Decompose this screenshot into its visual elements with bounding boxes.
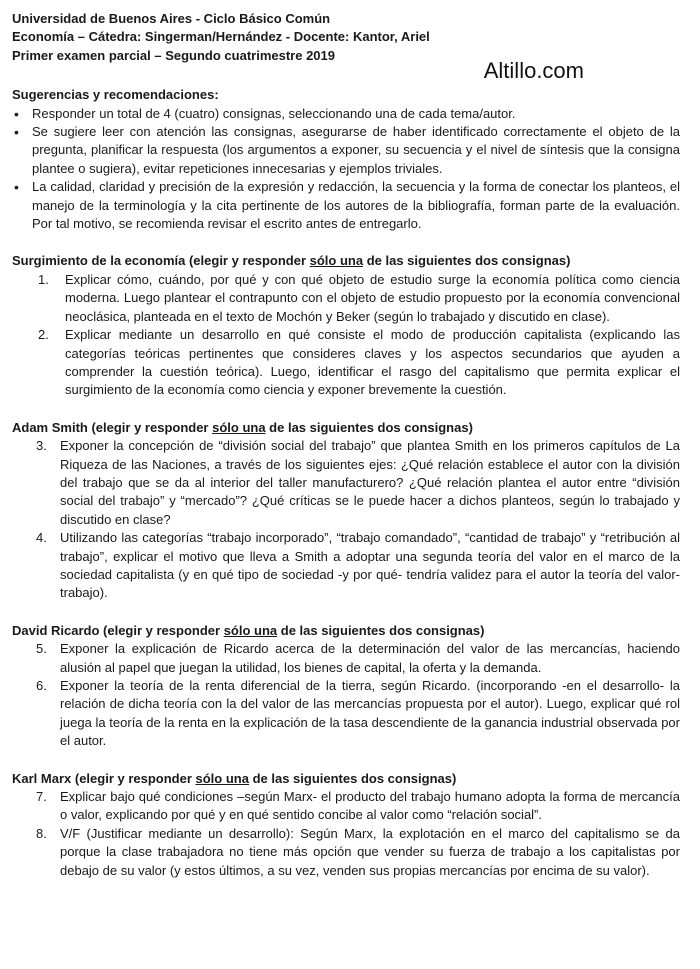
question-text: Explicar bajo qué condiciones –según Marx- el producto del trabajo humano adopta la forma de mercancía o valor, explicando por qué y en qué sentido concibe al valor como “relación social”. [60,789,680,823]
header-course: Economía – Cátedra: Singerman/Hernández - Docente: Kantor, Ariel [12,29,430,45]
question-number: 2. [38,327,49,343]
section-title: David Ricardo (elegir y responder sólo una de las siguientes dos consignas) [12,622,485,638]
question-number: 3. [36,438,47,454]
suggestions-block [12,86,680,233]
section-adam-smith [12,419,680,603]
question-text: Exponer la concepción de “división social del trabajo” que plantea Smith en los primeros capítulos de La Riqueza de las Naciones, a través de los siguientes ejes: ¿Qué relación establece el autor con la división del trabajo que se da al interior del taller manufacturero? ¿Qué relación plantea el autor entre “división social del trabajo” y “mercado”? ¿Qué críticas se le puede hacer a dichos planteos, según lo trabajado y discutido en clase? [60,438,680,527]
header-exam: Primer examen parcial – Segundo cuatrimestre 2019 [12,47,335,63]
question-item [12,677,680,751]
section-karl-marx [12,770,680,880]
suggestions-list [12,105,680,234]
exam-page [12,10,680,880]
question-list [12,788,680,880]
section-title: Karl Marx (elegir y responder sólo una de las siguientes dos consignas) [12,770,457,786]
question-item [12,271,680,326]
question-list [12,437,680,603]
suggestion-item: • Se sugiere leer con atención las consignas, asegurarse de haber identificado correctamente el objeto de la pregunta, planificar la respuesta (los argumentos a exponer, su secuencia y el nivel de síntesis que la consigna plantee o sugiera), evitar repeticiones innecesarias y ejemplos triviales. [12,123,680,178]
suggestion-item: • La calidad, claridad y precisión de la expresión y redacción, la secuencia y la forma de conectar los planteos, el manejo de la terminología y la cita pertinente de los autores de la bibliografía, forman parte de la evaluación. Por tal motivo, se recomienda revisar el escrito antes de entregarlo. [12,178,680,233]
question-item [12,825,680,880]
question-number: 6. [36,678,47,693]
question-text: Exponer la teoría de la renta diferencial de la tierra, según Ricardo. (incorporando -en el desarrollo- la relación de dicha teoría con la del valor de las mercancías propuesta por el autor). Luego, explicar qué rol juega la teoría de la renta en la explicación de la tasa descendiente de la ganancia industrial observada por el autor. [60,678,680,749]
section-title: Adam Smith (elegir y responder sólo una de las siguientes dos consignas) [12,419,473,435]
question-number: 4. [36,530,47,546]
question-item [12,529,680,603]
question-number: 5. [36,641,47,657]
exam-header [12,10,680,65]
question-number: 8. [36,825,47,841]
section-title: Surgimiento de la economía (elegir y responder sólo una de las siguientes dos consignas) [12,253,571,269]
header-university: Universidad de Buenos Aires - Ciclo Básico Común [12,11,331,26]
question-item [12,640,680,677]
question-text: V/F (Justificar mediante un desarrollo): Según Marx, la explotación en el marco del capitalismo se da porque la clase trabajadora no tiene más opción que vender su fuerza de trabajo a los capitalistas por debajo de su valor (y estos últimos, a su vez, venden sus propias mercancías por encima de su valor). [60,825,680,878]
question-list [12,640,680,750]
suggestions-title: Sugerencias y recomendaciones: [12,87,219,103]
question-list [12,271,680,400]
suggestion-item: • Responder un total de 4 (cuatro) consignas, seleccionando una de cada tema/autor. [12,105,680,123]
question-item [12,437,680,529]
question-item [12,788,680,825]
section-david-ricardo [12,622,680,751]
question-text: Explicar cómo, cuándo, por qué y con qué objeto de estudio surge la economía política como ciencia moderna. Luego plantear el contrapunto con el objeto de estudio propuesto por la economía convencional neoclásica, planteada en el texto de Mochón y Beker (según lo trabajado y discutido en clase). [65,271,680,324]
altillo-watermark: Altillo.com [483,58,584,83]
question-text: Explicar mediante un desarrollo en qué consiste el modo de producción capitalista (explicando las categorías teóricas pertinentes que consideres claves y los aspectos secundarios que ayuden a comprender la cuestión teórica). Luego, identificar el rasgo del capitalismo que permita explicar el surgimiento de la economía como ciencia y exponer brevemente la cuestión. [65,327,680,398]
section-surgimiento [12,252,680,399]
question-text: Exponer la explicación de Ricardo acerca de la determinación del valor de las mercancías, haciendo alusión al papel que juegan la utilidad, los bienes de capital, la oferta y la demanda. [60,641,680,675]
question-text: Utilizando las categorías “trabajo incorporado”, “trabajo comandado”, “cantidad de trabajo” y “retribución al trabajo”, explicar el motivo que lleva a Smith a adoptar una segunda teoría del valor en el marco de la sociedad capitalista (y en qué tipo de sociedad -y por qué- tendría validez para el autor la teoría del valor-trabajo). [60,530,680,601]
question-number: 1. [38,271,49,287]
question-item [12,326,680,400]
question-number: 7. [36,789,47,805]
